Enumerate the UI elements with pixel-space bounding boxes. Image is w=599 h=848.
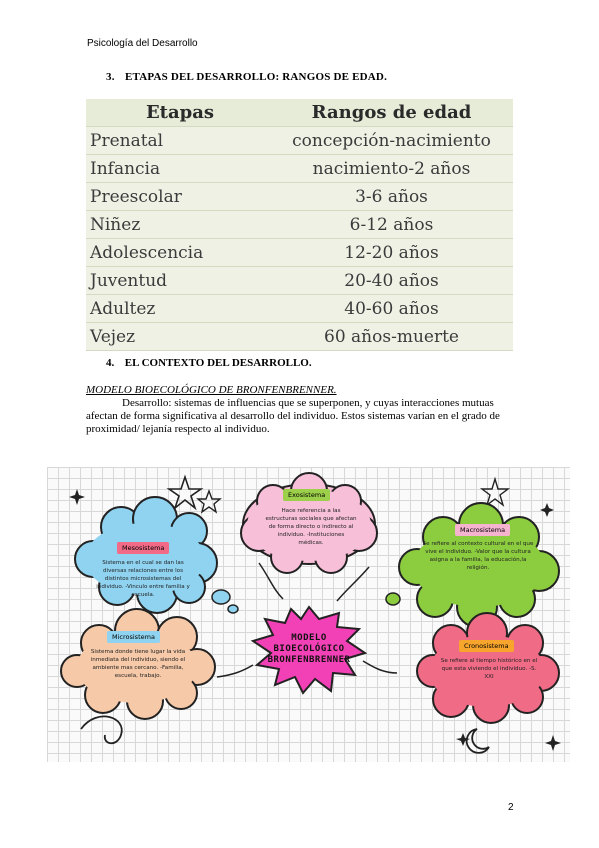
- table-row: [86, 267, 513, 295]
- section-3-title: ETAPAS DEL DESARROLLO: RANGOS DE EDAD.: [124, 71, 388, 83]
- column-header-stages: Etapas: [86, 99, 270, 127]
- age-range-cell: 20-40 años: [344, 270, 439, 291]
- swirl-arrow-icon: [217, 665, 253, 677]
- star-icon: [482, 479, 508, 505]
- star-icon: [198, 491, 220, 512]
- stage-cell: Adolescencia: [90, 242, 204, 263]
- bronfenbrenner-concept-map: [47, 467, 570, 762]
- table-header-row: [86, 99, 513, 127]
- table-row: [86, 183, 513, 211]
- swirl-arrow-icon: [363, 661, 397, 673]
- crono-text: Se refiere al tiempo histórico en el que esta viviendo el individuo. -S. XXI: [440, 658, 538, 680]
- moon-icon: [467, 729, 489, 753]
- section-3-number: 3.: [106, 71, 115, 83]
- age-range-cell: 12-20 años: [344, 242, 439, 263]
- model-subtitle: MODELO BIOECOLÓGICO DE BRONFENBRENNER.: [86, 384, 337, 396]
- micro-label: Microsistema: [107, 631, 160, 643]
- sparkle-icon: [69, 489, 85, 505]
- age-range-cell: 60 años-muerte: [324, 326, 459, 347]
- paragraph: [86, 397, 516, 436]
- meso-text: Sistema en el cual se dan las diversas relaciones entre los distintos microsistemas del individuo. -Vinculo entre familia y escuela.: [96, 560, 190, 598]
- column-header-age-ranges: Rangos de edad: [270, 99, 513, 127]
- table-row: [86, 127, 513, 155]
- table-row: [86, 295, 513, 323]
- section-3-heading: [106, 71, 387, 83]
- stage-cell: Niñez: [90, 214, 141, 235]
- exo-text: Hace referencia a las estructuras sociales que afectan de forma directo o indirecto al individuo. -Instituciones médicas.: [265, 508, 357, 546]
- paragraph-text: Desarrollo: sistemas de influencias que se superponen, y cuyas interacciones mutuas afectan de forma significativa al desarrollo del individuo. Estos sistemas varían en el grado de proximidad/ lejanía respecto al individuo.: [86, 397, 500, 435]
- page-header: Psicología del Desarrollo: [87, 38, 198, 49]
- exo-label: Exosistema: [283, 489, 330, 501]
- table-row: [86, 239, 513, 267]
- age-range-cell: 40-60 años: [344, 298, 439, 319]
- swirl-arrow-icon: [81, 716, 122, 743]
- macro-label: Macrosistema: [455, 524, 510, 536]
- table-row: [86, 155, 513, 183]
- stage-cell: Vejez: [90, 326, 136, 347]
- table-row: [86, 323, 513, 351]
- section-4-number: 4.: [106, 357, 115, 369]
- star-icon: [545, 735, 561, 751]
- center-title-line-1: MODELO: [291, 633, 327, 643]
- meso-label: Mesosistema: [117, 542, 169, 554]
- section-4-heading: [106, 357, 312, 369]
- star-icon: [169, 477, 201, 508]
- stage-cell: Preescolar: [90, 186, 182, 207]
- table-row: [86, 211, 513, 239]
- macro-text: Se refiere al contexto cultural en el que vive el individuo. -Valor que la cultura asigna a la familia, la educación,la religión.: [422, 541, 534, 571]
- center-title-line-3: BRONFENBRENNER: [267, 655, 351, 665]
- page-number: 2: [508, 802, 514, 813]
- stage-cell: Adultez: [90, 298, 156, 319]
- age-range-cell: concepción-nacimiento: [292, 130, 491, 151]
- age-range-cell: nacimiento-2 años: [312, 158, 471, 179]
- age-ranges-table: [86, 99, 513, 351]
- section-4-title: EL CONTEXTO DEL DESARROLLO.: [124, 357, 312, 369]
- stage-cell: Infancia: [90, 158, 161, 179]
- sparkle-icon: [540, 503, 554, 517]
- stage-cell: Juventud: [90, 270, 168, 291]
- center-title: [261, 633, 357, 666]
- swirl-arrow-icon: [337, 567, 369, 601]
- age-range-cell: 6-12 años: [349, 214, 434, 235]
- crono-label: Cronosistema: [459, 640, 514, 652]
- stage-cell: Prenatal: [90, 130, 164, 151]
- age-range-cell: 3-6 años: [355, 186, 428, 207]
- micro-text: Sistema donde tiene lugar la vida inmediata del individuo, siendo el ambiente mas cercano. -Familia, escuela, trabajo.: [90, 649, 186, 679]
- center-title-line-2: BIOECOLÓGICO: [273, 644, 345, 654]
